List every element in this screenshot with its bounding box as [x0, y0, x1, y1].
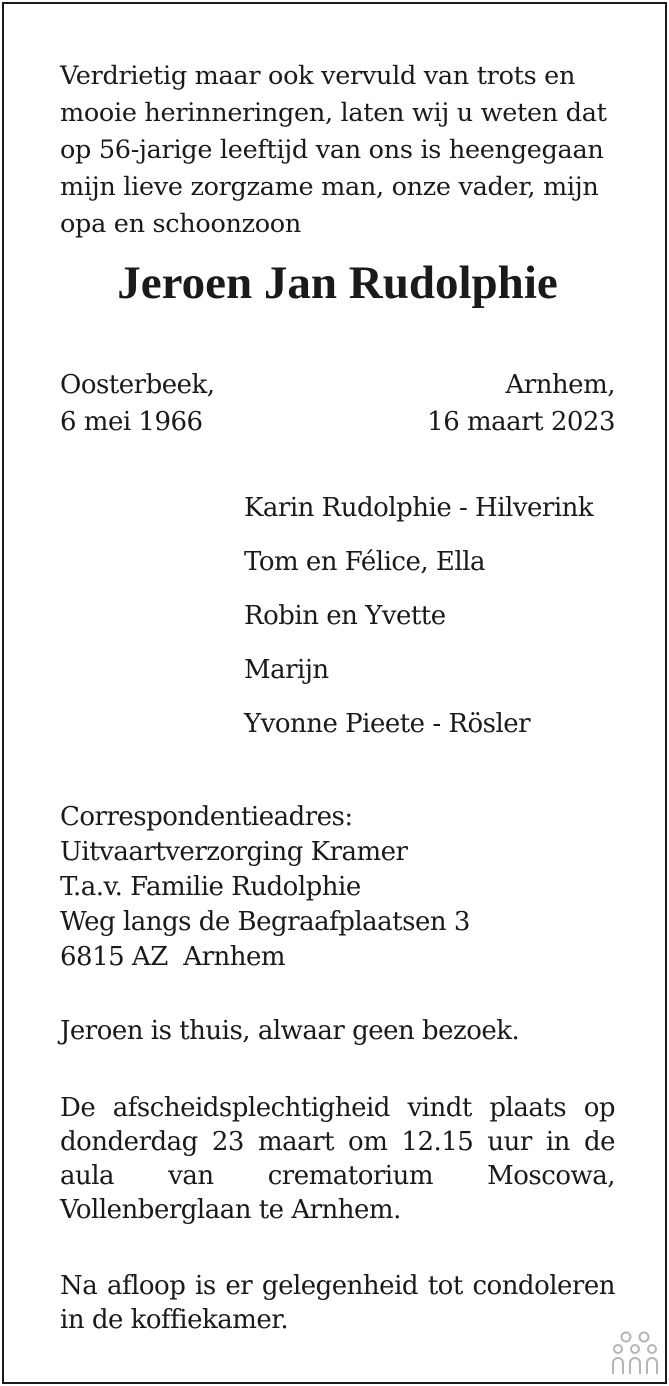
- deceased-name: Jeroen Jan Rudolphie: [117, 257, 558, 309]
- intro-text: Verdrietig maar ook vervuld van trots en mooie herinneringen, laten wij u weten dat op 56-jarige leeftijd van ons is heengegaan mijn lieve zorgzame man, onze vader, mijn opa en schoonzoon: [60, 61, 607, 239]
- family-member: Tom en Félice, Ella: [244, 547, 486, 577]
- birth-info: [60, 367, 215, 441]
- family-member: Robin en Yvette: [244, 601, 446, 631]
- death-info: [427, 367, 615, 441]
- address-line: T.a.v. Familie Rudolphie: [60, 872, 361, 902]
- family-member: Yvonne Pieete - Rösler: [244, 709, 531, 739]
- address-line: 6815 AZ Arnhem: [60, 942, 286, 972]
- visit-note: Jeroen is thuis, alwaar geen bezoek.: [60, 1016, 520, 1046]
- announcement-frame: [2, 2, 667, 1384]
- announcement-content: [60, 58, 615, 1335]
- ceremony-details: De afscheidsplechtigheid vindt plaats op donderdag 23 maart om 12.15 uur in de aula van crematorium Moscowa, Vollenberglaan te Arnhem.: [60, 1093, 615, 1225]
- address-line: Weg langs de Begraafplaatsen 3: [60, 907, 470, 937]
- death-date: 16 maart 2023: [427, 407, 615, 437]
- death-place: Arnhem,: [505, 370, 615, 400]
- condolence-note: Na afloop is er gelegenheid tot condoleren in de koffiekamer.: [60, 1271, 615, 1335]
- address-label: Correspondentieadres:: [60, 802, 353, 832]
- birth-place: Oosterbeek,: [60, 370, 215, 400]
- correspondence-address: [60, 800, 470, 975]
- family-member: Marijn: [244, 655, 329, 685]
- people-group-icon: [610, 1330, 660, 1376]
- family-member: Karin Rudolphie - Hilverink: [244, 493, 594, 523]
- birth-date: 6 mei 1966: [60, 407, 203, 437]
- address-line: Uitvaartverzorging Kramer: [60, 837, 408, 867]
- family-list: [244, 490, 593, 760]
